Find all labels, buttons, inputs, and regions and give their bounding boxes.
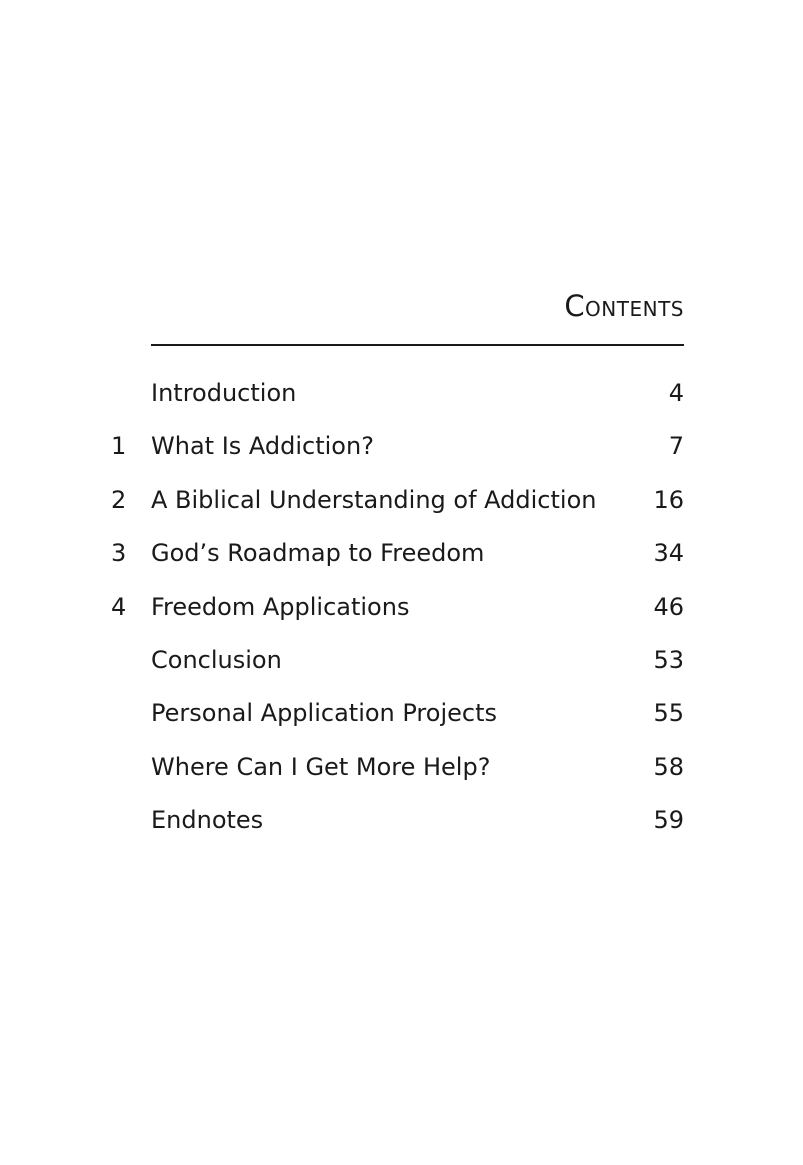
chapter-number: 1 (111, 432, 127, 461)
toc-entry-chapter-3[interactable] (0, 534, 803, 587)
page-number: 55 (653, 699, 684, 728)
page-number: 59 (653, 806, 684, 835)
page-number: 4 (668, 379, 684, 407)
entry-title: Conclusion (151, 645, 282, 674)
entry-title: God’s Roadmap to Freedom (151, 539, 485, 568)
page-number: 53 (653, 645, 684, 674)
page-number: 58 (653, 752, 684, 781)
page-number: 34 (653, 539, 684, 568)
toc-entry-personal-application-projects[interactable] (0, 694, 803, 747)
page-number: 46 (653, 592, 684, 621)
entry-title: Endnotes (151, 806, 264, 835)
entry-title: Personal Application Projects (151, 699, 497, 728)
chapter-number: 3 (111, 539, 127, 568)
toc-entry-introduction[interactable] (0, 374, 803, 427)
toc-entry-chapter-1[interactable] (0, 427, 803, 480)
toc-entry-conclusion[interactable] (0, 641, 803, 694)
chapter-number: 4 (111, 592, 127, 621)
table-of-contents (0, 374, 803, 855)
entry-title: Freedom Applications (151, 592, 410, 621)
toc-entry-chapter-2[interactable] (0, 481, 803, 534)
toc-entry-more-help[interactable] (0, 748, 803, 801)
page-number: 16 (653, 485, 684, 514)
entry-title: What Is Addiction? (151, 432, 374, 461)
toc-entry-endnotes[interactable] (0, 801, 803, 854)
entry-title: A Biblical Understanding of Addiction (151, 485, 597, 514)
title-divider (151, 344, 684, 346)
entry-title: Introduction (151, 379, 297, 407)
chapter-number: 2 (111, 485, 127, 514)
page-number: 7 (668, 432, 684, 461)
toc-entry-chapter-4[interactable] (0, 588, 803, 641)
page-title: Contents (564, 289, 684, 323)
entry-title: Where Can I Get More Help? (151, 752, 491, 781)
